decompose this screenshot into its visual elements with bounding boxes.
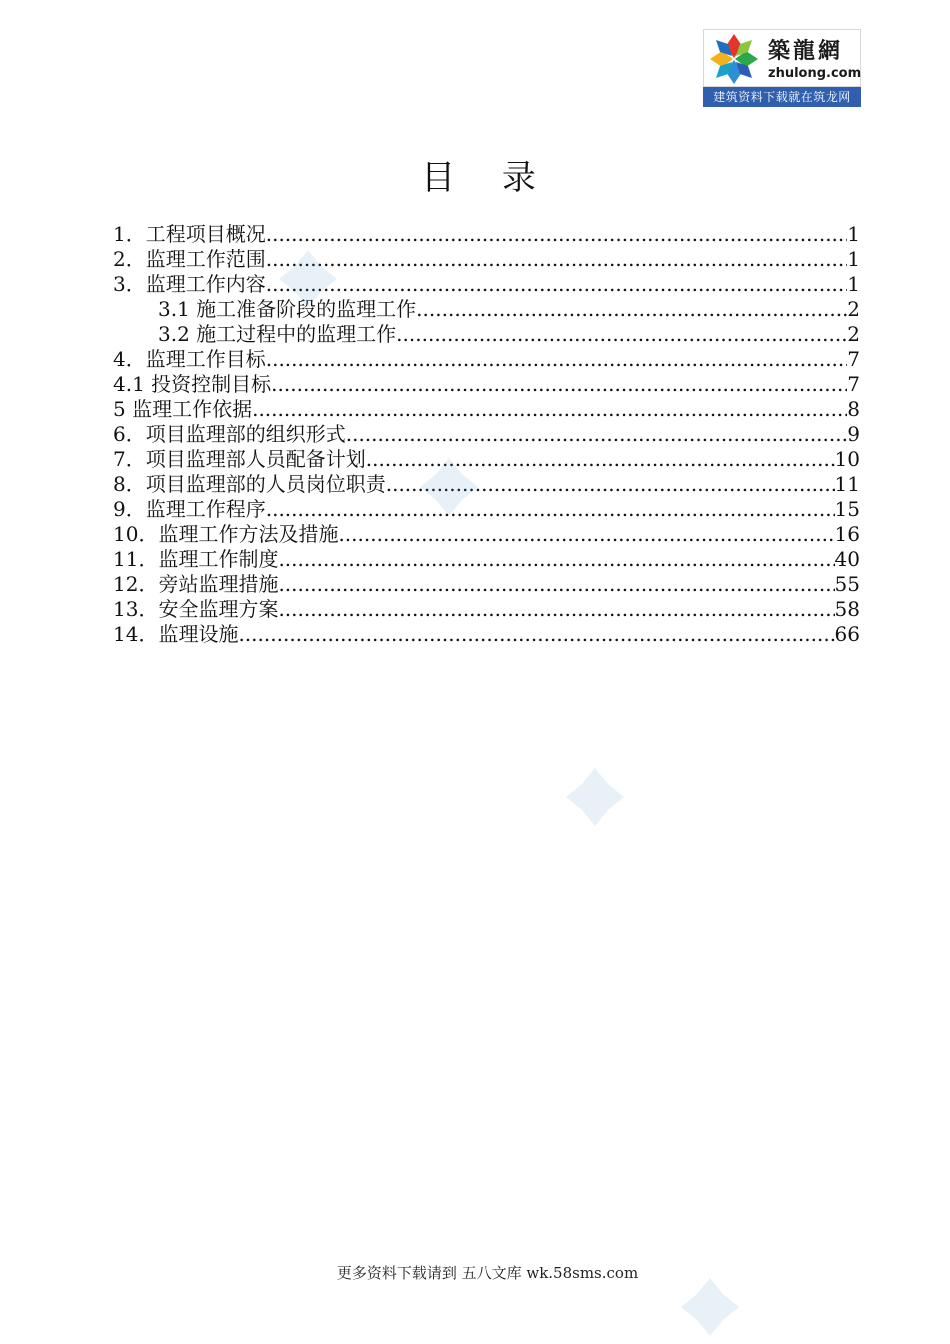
toc-entry-label: 4.1 投资控制目标	[113, 372, 272, 396]
toc-dot-leader	[266, 247, 848, 272]
toc-entry[interactable]	[113, 422, 860, 447]
toc-entry[interactable]	[113, 472, 860, 497]
toc-entry-label: 11．监理工作制度	[113, 547, 279, 571]
watermark-logo-icon	[564, 766, 626, 828]
toc-dot-leader	[266, 347, 848, 372]
toc-entry[interactable]	[113, 447, 860, 472]
toc-entry-label: 3．监理工作内容	[113, 272, 266, 296]
toc-entry-page: 10	[834, 447, 860, 471]
toc-entry-page: 8	[847, 397, 860, 421]
toc-dot-leader	[338, 522, 834, 547]
toc-entry[interactable]	[113, 522, 860, 547]
logo-panel	[703, 29, 861, 87]
toc-entry-page: 2	[847, 297, 860, 321]
toc-entry-page: 58	[834, 597, 860, 621]
toc-entry-page: 9	[847, 422, 860, 446]
toc-entry-page: 11	[834, 472, 860, 496]
watermark-logo-icon	[679, 1276, 741, 1338]
toc-entry-page: 7	[847, 347, 860, 371]
toc-dot-leader	[271, 372, 847, 397]
toc-entry-label: 4．监理工作目标	[113, 347, 266, 371]
toc-dot-leader	[266, 222, 848, 247]
toc-entry[interactable]	[113, 572, 860, 597]
toc-entry-label: 2．监理工作范围	[113, 247, 266, 271]
toc-dot-leader	[416, 297, 847, 322]
toc-entry[interactable]	[113, 222, 860, 247]
toc-entry-label: 12．旁站监理措施	[113, 572, 279, 596]
toc-entry-label: 10．监理工作方法及措施	[113, 522, 339, 546]
toc-entry-label: 6．项目监理部的组织形式	[113, 422, 346, 446]
toc-entry-page: 16	[834, 522, 860, 546]
toc-entry-page: 40	[834, 547, 860, 571]
logo-name-cn: 築龍網	[768, 39, 844, 64]
zhulong-logo	[703, 29, 861, 107]
watermark-logo-icon	[418, 456, 480, 518]
toc-entry-label: 5 监理工作依据	[113, 397, 253, 421]
toc-entry-label: 1．工程项目概况	[113, 222, 266, 246]
toc-entry[interactable]	[113, 347, 860, 372]
toc-entry[interactable]	[113, 247, 860, 272]
zhulong-emblem-icon	[706, 32, 762, 86]
toc-entry[interactable]	[113, 322, 860, 347]
toc-dot-leader	[266, 272, 848, 297]
toc-entry-label: 9．监理工作程序	[113, 497, 266, 521]
toc-entry[interactable]	[113, 397, 860, 422]
toc-entry-page: 2	[847, 322, 860, 346]
toc-entry-page: 1	[847, 247, 860, 271]
toc-entry[interactable]	[113, 272, 860, 297]
toc-dot-leader	[266, 497, 835, 522]
table-of-contents	[113, 222, 860, 647]
footer-note: 更多资料下载请到 五八文库 wk.58sms.com	[336, 1264, 639, 1282]
logo-domain: zhulong.com	[768, 66, 862, 81]
toc-entry[interactable]	[113, 597, 860, 622]
toc-dot-leader	[238, 622, 834, 647]
toc-entry-page: 1	[847, 222, 860, 246]
toc-entry-label: 7．项目监理部人员配备计划	[113, 447, 366, 471]
page-title: 目 录	[421, 158, 554, 198]
toc-dot-leader	[278, 572, 834, 597]
toc-entry-label: 3.2 施工过程中的监理工作	[158, 322, 397, 346]
toc-dot-leader	[346, 422, 848, 447]
toc-entry[interactable]	[113, 297, 860, 322]
toc-entry[interactable]	[113, 497, 860, 522]
toc-dot-leader	[252, 397, 847, 422]
toc-entry[interactable]	[113, 622, 860, 647]
toc-entry[interactable]	[113, 372, 860, 397]
toc-entry-page: 66	[834, 622, 860, 646]
watermark-logo-icon	[277, 248, 339, 310]
toc-entry-page: 1	[847, 272, 860, 296]
toc-entry-page: 7	[847, 372, 860, 396]
toc-dot-leader	[278, 597, 834, 622]
toc-entry-label: 14．监理设施	[113, 622, 239, 646]
toc-entry[interactable]	[113, 547, 860, 572]
toc-entry-label: 3.1 施工准备阶段的监理工作	[158, 297, 417, 321]
toc-entry-page: 55	[834, 572, 860, 596]
toc-dot-leader	[396, 322, 847, 347]
toc-entry-label: 13．安全监理方案	[113, 597, 279, 621]
toc-entry-label: 8．项目监理部的人员岗位职责	[113, 472, 386, 496]
logo-slogan: 建筑资料下载就在筑龙网	[703, 87, 861, 107]
toc-dot-leader	[278, 547, 834, 572]
toc-entry-page: 15	[834, 497, 860, 521]
